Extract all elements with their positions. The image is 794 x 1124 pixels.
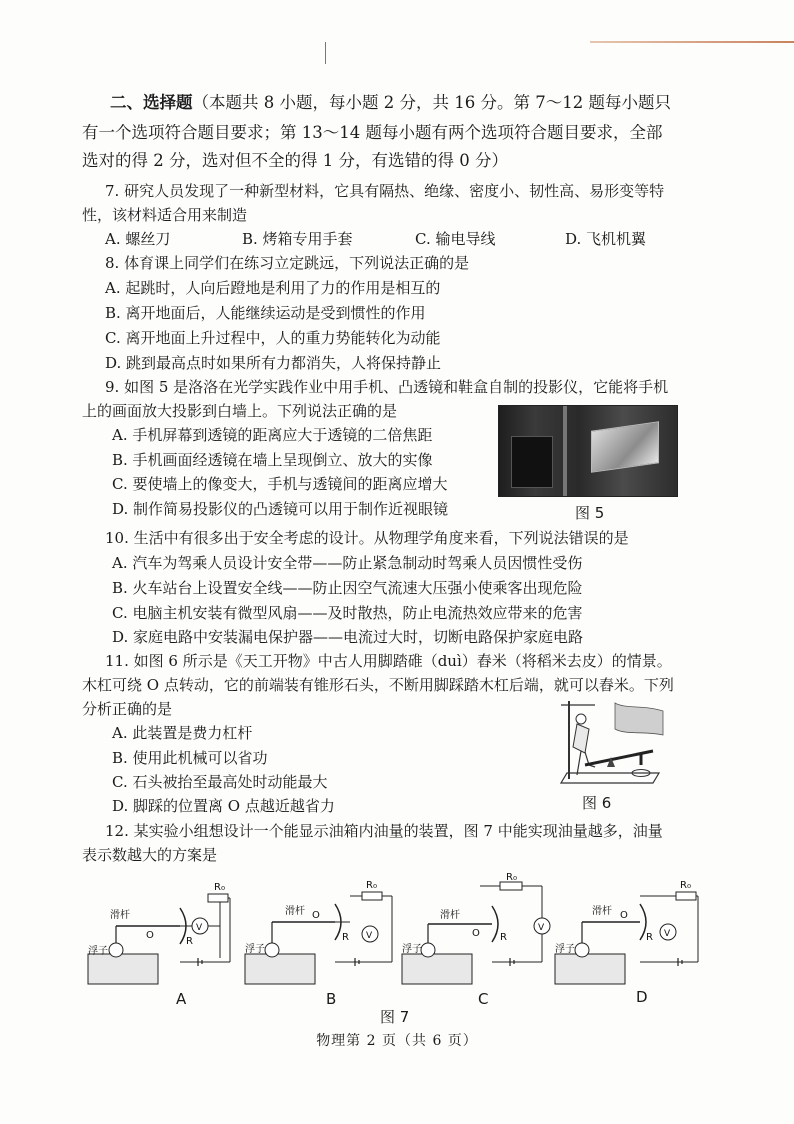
q10-option-b: B. 火车站台上设置安全线——防止因空气流速大压强小使乘客出现危险 — [112, 579, 583, 597]
label-r0-c: R₀ — [506, 872, 517, 883]
label-float-b: 浮子 — [245, 944, 265, 955]
q11-option-c: C. 石头被抬至最高处时动能最大 — [112, 773, 328, 791]
section-title: 二、选择题 — [110, 93, 193, 112]
q12-stem-line2: 表示数越大的方案是 — [82, 846, 218, 864]
figure-7-circuit-diagrams — [80, 872, 700, 988]
label-r-b: R — [342, 932, 349, 943]
figure-5-caption: 图 5 — [575, 504, 605, 522]
label-pivot-c: O — [472, 928, 480, 939]
diagram-label-a: A — [176, 990, 187, 1008]
q9-option-d: D. 制作简易投影仪的凸透镜可以用于制作近视眼镜 — [112, 500, 449, 518]
label-meter-a: V — [196, 923, 203, 933]
figure-6-caption: 图 6 — [582, 794, 612, 812]
q9-option-c: C. 要使墙上的像变大，手机与透镜间的距离应增大 — [112, 475, 448, 493]
label-rod-b: 滑杆 — [285, 906, 305, 917]
q10-option-c: C. 电脑主机安装有微型风扇——及时散热，防止电流热效应带来的危害 — [112, 604, 583, 622]
q9-option-b: B. 手机画面经透镜在墙上呈现倒立、放大的实像 — [112, 451, 433, 469]
q11-stem-line2: 木杠可绕 O 点转动，它的前端装有锥形石头，不断用脚踩踏木杠后端，就可以舂米。下列 — [82, 676, 674, 694]
section-heading-line3: 选对的得 2 分，选对但不全的得 1 分，有选错的得 0 分） — [82, 151, 508, 170]
section-rule-text: （本题共 8 小题，每小题 2 分，共 16 分。第 7～12 题每小题只 — [192, 93, 671, 112]
q7-stem-line2: 性，该材料适合用来制造 — [82, 206, 248, 224]
q11-option-a: A. 此装置是费力杠杆 — [112, 724, 253, 742]
label-pivot-d: O — [620, 910, 628, 921]
q10-stem: 10. 生活中有很多出于安全考虑的设计。从物理学角度来看，下列说法错误的是 — [105, 529, 629, 547]
q12-stem-line1: 12. 某实验小组想设计一个能显示油箱内油量的装置，图 7 中能实现油量越多，油量 — [105, 822, 663, 840]
diagram-label-b: B — [326, 990, 337, 1008]
q8-option-a: A. 起跳时，人向后蹬地是利用了力的作用是相互的 — [105, 279, 441, 297]
label-meter-c: V — [538, 923, 545, 933]
q8-option-d: D. 跳到最高点时如果所有力都消失，人将保持静止 — [105, 354, 442, 372]
q8-option-b: B. 离开地面后，人能继续运动是受到惯性的作用 — [105, 304, 426, 322]
label-rod-d: 滑杆 — [592, 906, 612, 917]
page-footer: 物理第 2 页（共 6 页） — [316, 1033, 478, 1049]
label-r-a: R — [186, 936, 193, 947]
q7-option-c: C. 输电导线 — [415, 230, 496, 248]
q8-option-c: C. 离开地面上升过程中，人的重力势能转化为动能 — [105, 329, 441, 347]
q11-option-d: D. 脚踩的位置离 O 点越近越省力 — [112, 797, 335, 815]
shoebox-projector — [511, 436, 553, 488]
figure-5-photo — [498, 405, 678, 497]
q9-stem-line2: 上的画面放大投影到白墙上。下列说法正确的是 — [82, 402, 398, 420]
q10-option-d: D. 家庭电路中安装漏电保护器——电流过大时，切断电路保护家庭电路 — [112, 628, 584, 646]
label-rod-a: 滑杆 — [110, 910, 130, 921]
q9-option-a: A. 手机屏幕到透镜的距离应大于透镜的二倍焦距 — [112, 426, 433, 444]
q11-option-b: B. 使用此机械可以省功 — [112, 749, 268, 767]
label-r0-a: R₀ — [214, 882, 225, 893]
q7-option-d: D. 飞机机翼 — [565, 230, 647, 248]
q10-option-a: A. 汽车为驾乘人员设计安全带——防止紧急制动时驾乘人员因惯性受伤 — [112, 554, 583, 572]
label-pivot-b: O — [312, 910, 320, 921]
label-meter-d: V — [664, 929, 671, 939]
section-heading-line2: 有一个选项符合题目要求；第 13～14 题每小题有两个选项符合题目要求，全部 — [82, 123, 663, 142]
label-meter-b: V — [366, 931, 373, 941]
label-pivot-a: O — [146, 930, 154, 941]
q7-option-a: A. 螺丝刀 — [105, 230, 171, 248]
q9-stem-line1: 9. 如图 5 是洛洛在光学实践作业中用手机、凸透镜和鞋盒自制的投影仪，它能将手机 — [105, 378, 669, 396]
figure-6-illustration — [555, 695, 665, 787]
label-r0-b: R₀ — [366, 880, 377, 891]
q7-stem-line1: 7. 研究人员发现了一种新型材料，它具有隔热、绝缘、密度小、韧性高、易形变等特 — [105, 182, 665, 200]
label-float-c: 浮子 — [402, 944, 422, 955]
label-r-d: R — [646, 932, 653, 943]
circuit-diagram-a — [88, 894, 230, 984]
top-edge-line — [590, 41, 794, 43]
label-rod-c: 滑杆 — [440, 910, 460, 921]
section-heading-line1 — [110, 92, 671, 114]
figure-7-caption: 图 7 — [380, 1008, 410, 1026]
label-float-d: 浮子 — [555, 944, 575, 955]
label-float-a: 浮子 — [88, 946, 108, 957]
label-r-c: R — [500, 932, 507, 943]
diagram-label-c: C — [478, 990, 489, 1008]
q7-option-b: B. 烤箱专用手套 — [242, 230, 353, 248]
diagram-label-d: D — [636, 988, 648, 1006]
binding-mark — [325, 42, 326, 64]
projected-image — [591, 421, 659, 473]
circuit-diagram-d — [555, 892, 698, 984]
label-r0-d: R₀ — [680, 880, 691, 891]
q11-stem-line1: 11. 如图 6 所示是《天工开物》中古人用脚踏碓（duì）舂米（将稻米去皮）的情景。 — [105, 652, 672, 670]
q8-stem: 8. 体育课上同学们在练习立定跳远，下列说法正确的是 — [105, 254, 470, 272]
projector-stand — [563, 406, 567, 496]
q11-stem-line3: 分析正确的是 — [82, 700, 173, 718]
